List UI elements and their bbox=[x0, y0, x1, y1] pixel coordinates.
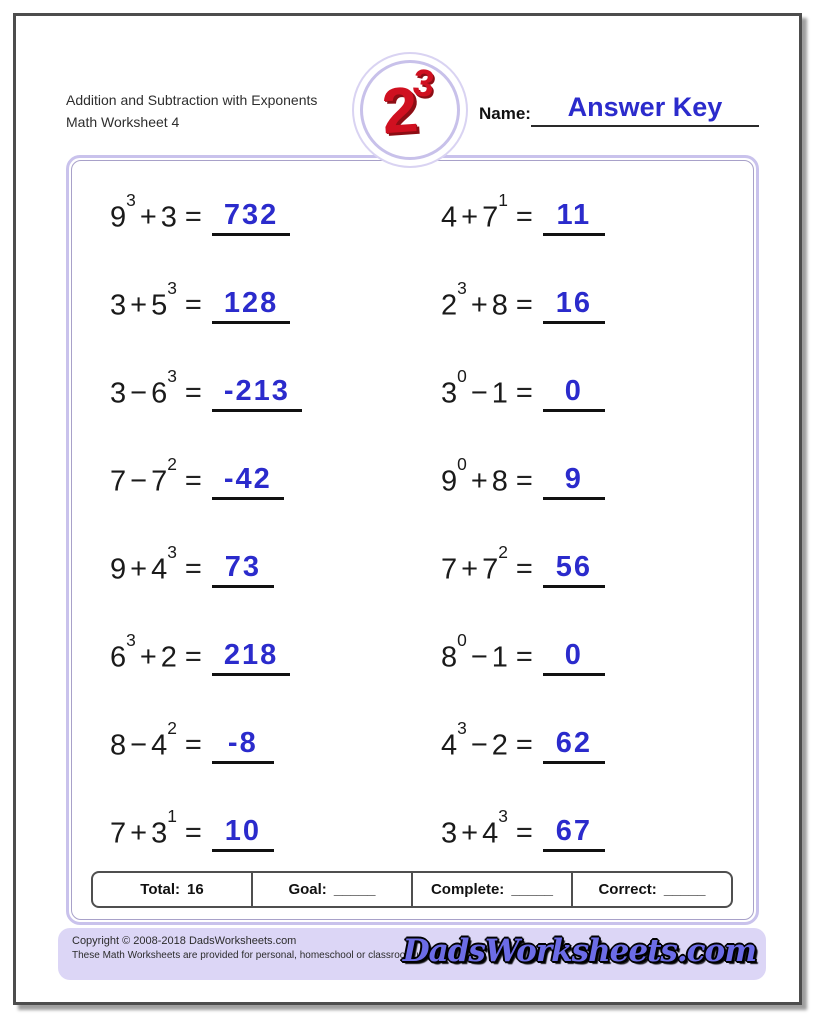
equals-sign: = bbox=[184, 817, 202, 850]
badge-base-numeral: 2 bbox=[379, 72, 420, 148]
problem-row bbox=[110, 173, 302, 261]
answer-value: 732 bbox=[223, 198, 279, 231]
problem-row bbox=[110, 613, 302, 701]
worksheet-title: Addition and Subtraction with Exponents bbox=[66, 92, 318, 108]
problem-expression: $3 + 4^3=$ bbox=[441, 806, 533, 850]
copyright-line: Copyright © 2008-2018 DadsWorksheets.com bbox=[72, 935, 297, 947]
stat-value: _____ bbox=[511, 881, 554, 898]
stat-cell bbox=[413, 873, 573, 906]
usage-terms-line: These Math Worksheets are provided for personal, homeschool or classroom use. bbox=[72, 950, 436, 961]
answer-value: 16 bbox=[555, 286, 592, 319]
problem-expression: $6^3+ 2$ = bbox=[110, 630, 202, 674]
problem-expression: $4 + 7^1=$ bbox=[441, 190, 533, 234]
exponent-logo-badge bbox=[360, 60, 460, 160]
equals-sign: = bbox=[184, 377, 202, 410]
answer-value: -213 bbox=[223, 374, 290, 407]
answer-blank bbox=[543, 639, 605, 676]
problem-row bbox=[441, 173, 605, 261]
problems-panel bbox=[66, 155, 759, 925]
problems-column-left bbox=[110, 173, 302, 877]
stat-cell bbox=[573, 873, 731, 906]
answer-value: 67 bbox=[555, 814, 592, 847]
stat-value: 16 bbox=[187, 881, 204, 898]
copyright-block bbox=[72, 935, 435, 961]
answer-value: 62 bbox=[555, 726, 592, 759]
equals-sign: = bbox=[184, 553, 202, 586]
problem-row bbox=[441, 789, 605, 877]
answer-blank bbox=[543, 287, 605, 324]
answer-blank bbox=[212, 815, 274, 852]
equals-sign: = bbox=[184, 289, 202, 322]
problem-row bbox=[441, 701, 605, 789]
stat-label: Goal: bbox=[288, 881, 327, 898]
answer-value: 9 bbox=[564, 462, 583, 495]
problem-expression: $9^3+ 3$ = bbox=[110, 190, 202, 234]
equals-sign: = bbox=[515, 817, 533, 850]
answer-value: 0 bbox=[564, 638, 583, 671]
answer-blank bbox=[543, 815, 605, 852]
problem-row bbox=[110, 789, 302, 877]
problem-expression: $3 + 5^3=$ bbox=[110, 278, 202, 322]
answer-value: 11 bbox=[556, 198, 592, 231]
stat-cell bbox=[93, 873, 253, 906]
answer-blank bbox=[212, 463, 284, 500]
badge-exponent-numeral: 3 bbox=[410, 61, 438, 107]
worksheet-page bbox=[13, 13, 802, 1005]
answer-value: 73 bbox=[224, 550, 261, 583]
equals-sign: = bbox=[515, 641, 533, 674]
problem-expression: $8 - 4^2=$ bbox=[110, 718, 202, 762]
equals-sign: = bbox=[515, 377, 533, 410]
answer-blank bbox=[543, 463, 605, 500]
problem-row bbox=[110, 437, 302, 525]
problem-expression: $4^3- 2$ = bbox=[441, 718, 533, 762]
answer-blank bbox=[543, 375, 605, 412]
answer-blank bbox=[212, 375, 302, 412]
worksheet-header bbox=[66, 90, 317, 133]
equals-sign: = bbox=[515, 465, 533, 498]
problem-row bbox=[110, 701, 302, 789]
stat-value: _____ bbox=[333, 881, 376, 898]
stat-label: Complete: bbox=[430, 881, 505, 898]
problem-expression: $3^0- 1$ = bbox=[441, 366, 533, 410]
stat-label: Total: bbox=[140, 881, 181, 898]
answer-value: 218 bbox=[223, 638, 279, 671]
equals-sign: = bbox=[184, 465, 202, 498]
equals-sign: = bbox=[184, 641, 202, 674]
problem-row bbox=[110, 525, 302, 613]
stat-value: _____ bbox=[663, 881, 706, 898]
name-field bbox=[479, 92, 759, 127]
answer-blank bbox=[543, 551, 605, 588]
problem-expression: $7 - 7^2=$ bbox=[110, 454, 202, 498]
equals-sign: = bbox=[184, 729, 202, 762]
footer-bar bbox=[58, 928, 766, 980]
problem-expression: $2^3+ 8$ = bbox=[441, 278, 533, 322]
problem-expression: $9 + 4^3=$ bbox=[110, 542, 202, 586]
equals-sign: = bbox=[184, 201, 202, 234]
answer-value: -8 bbox=[227, 726, 258, 759]
answer-blank bbox=[212, 639, 290, 676]
answer-value: 128 bbox=[223, 286, 279, 319]
problem-row bbox=[441, 349, 605, 437]
worksheet-subtitle: Math Worksheet 4 bbox=[66, 113, 180, 130]
stat-cell bbox=[253, 873, 413, 906]
problem-expression: $7 + 3^1=$ bbox=[110, 806, 202, 850]
answer-blank bbox=[212, 551, 274, 588]
problem-row bbox=[441, 437, 605, 525]
answer-blank bbox=[212, 727, 274, 764]
problem-row bbox=[441, 525, 605, 613]
problem-expression: $8^0- 1$ = bbox=[441, 630, 533, 674]
equals-sign: = bbox=[515, 729, 533, 762]
stat-label: Correct: bbox=[598, 881, 657, 898]
problem-expression: $7 + 7^2=$ bbox=[441, 542, 533, 586]
equals-sign: = bbox=[515, 553, 533, 586]
dadsworksheets-logo: DadsWorksheets.com bbox=[402, 933, 756, 969]
problem-row bbox=[441, 613, 605, 701]
answer-blank bbox=[543, 199, 605, 236]
answer-blank bbox=[212, 287, 290, 324]
answer-blank bbox=[543, 727, 605, 764]
problem-row bbox=[110, 261, 302, 349]
answer-value: 10 bbox=[224, 814, 261, 847]
answer-value: 56 bbox=[555, 550, 592, 583]
name-label: Name: bbox=[479, 104, 531, 124]
answer-blank bbox=[212, 199, 290, 236]
name-blank-line bbox=[531, 92, 759, 127]
problem-expression: $3 - 6^3=$ bbox=[110, 366, 202, 410]
problems-panel-inner bbox=[71, 160, 754, 920]
problem-expression: $9^0+ 8$ = bbox=[441, 454, 533, 498]
stats-strip bbox=[91, 871, 733, 908]
problem-row bbox=[110, 349, 302, 437]
answer-value: 0 bbox=[564, 374, 583, 407]
name-value: Answer Key bbox=[567, 92, 723, 122]
equals-sign: = bbox=[515, 201, 533, 234]
equals-sign: = bbox=[515, 289, 533, 322]
problems-column-right bbox=[441, 173, 605, 877]
answer-value: -42 bbox=[223, 462, 272, 495]
problem-row bbox=[441, 261, 605, 349]
